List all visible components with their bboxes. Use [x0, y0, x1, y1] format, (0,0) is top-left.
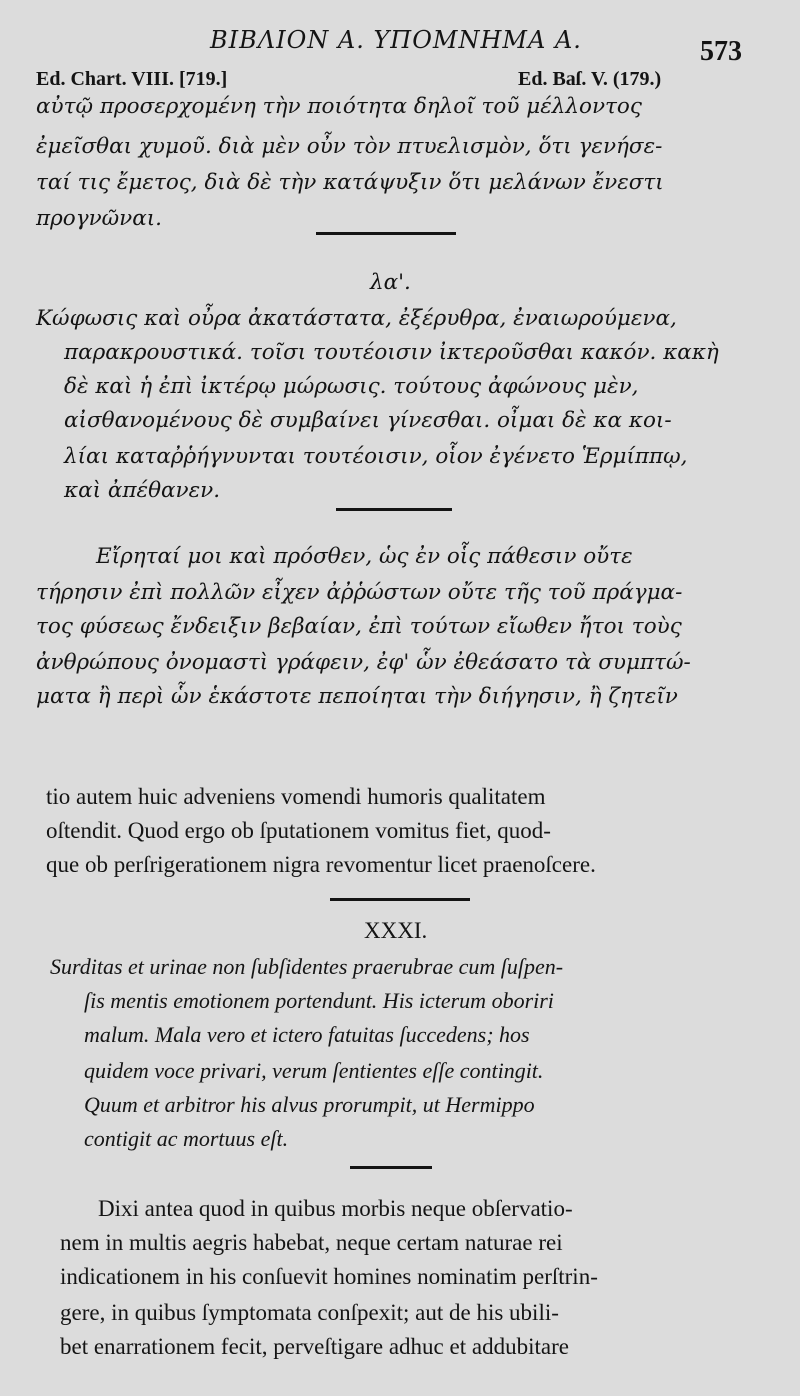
- latin-line: que ob perſrigerationem nigra revomentur licet praenoſcere.: [46, 852, 596, 877]
- greek-commentary-line: τος φύσεως ἔνδειξιν βεβαίαν, ἐπὶ τούτων εἴωθεν ἤτοι τοὺς: [36, 614, 682, 639]
- latin-aphorism-line: malum. Mala vero et ictero fatuitas ſuccedens; hos: [84, 1022, 530, 1047]
- greek-commentary-line: Εἴρηταί μοι καὶ πρόσθεν, ὡς ἐν οἷς πάθεσιν οὔτε: [96, 544, 633, 569]
- latin-aphorism-line: quidem voce privari, verum ſentientes eſſe contingit.: [84, 1058, 544, 1083]
- latin-commentary-line: nem in multis aegris habebat, neque certam naturae rei: [60, 1230, 563, 1255]
- greek-section-number: λα'.: [370, 270, 411, 295]
- section-divider: [350, 1166, 432, 1169]
- greek-commentary-line: τήρησιν ἐπὶ πολλῶν εἶχεν ἀῤῥώστων οὔτε τῆς τοῦ πράγμα-: [36, 580, 683, 605]
- greek-commentary-line: ματα ἢ περὶ ὧν ἑκάστοτε πεποίηται τὴν διήγησιν, ἢ ζητεῖν: [36, 684, 678, 709]
- section-divider: [330, 898, 470, 901]
- latin-commentary-line: bet enarrationem fecit, perveſtigare adhuc et addubitare: [60, 1334, 569, 1359]
- edition-chart-ref: Ed. Chart. VIII. [719.]: [36, 68, 228, 90]
- running-title: ΒΙΒΛΙΟΝ Α. ΥΠΟΜΝΗΜΑ Α.: [210, 26, 582, 54]
- greek-line: αὐτῷ προσερχομένη τὴν ποιότητα δηλοῖ τοῦ μέλλοντος: [36, 94, 642, 119]
- greek-aphorism-line: καὶ ἀπέθανεν.: [64, 478, 221, 503]
- latin-commentary-line: Dixi antea quod in quibus morbis neque obſervatio-: [98, 1196, 573, 1221]
- latin-section-number: XXXI.: [364, 918, 428, 943]
- section-divider: [336, 508, 452, 511]
- latin-commentary-line: indicationem in his conſuevit homines nominatim perſtrin-: [60, 1264, 598, 1289]
- greek-aphorism-line: λίαι καταῤῥήγνυνται τουτέοισιν, οἷον ἐγένετο Ἑρμίππῳ,: [64, 444, 688, 469]
- greek-commentary-line: ἀνθρώπους ὀνομαστὶ γράφειν, ἐφ' ὧν ἐθεάσατο τὰ συμπτώ-: [36, 650, 691, 675]
- latin-aphorism-line: ſis mentis emotionem portendunt. His icterum oboriri: [84, 988, 554, 1013]
- latin-aphorism-line: contigit ac mortuus eſt.: [84, 1126, 289, 1151]
- greek-aphorism-line: δὲ καὶ ἡ ἐπὶ ἰκτέρῳ μώρωσις. τούτους ἀφώνους μὲν,: [64, 374, 639, 399]
- greek-line: ἐμεῖσθαι χυμοῦ. διὰ μὲν οὖν τὸν πτυελισμὸν, ὅτι γενήσε-: [36, 134, 663, 159]
- greek-aphorism-line: Κώφωσις καὶ οὖρα ἀκατάστατα, ἐξέρυθρα, ἐναιωρούμενα,: [36, 306, 677, 331]
- greek-aphorism-line: παρακρουστικά. τοῖσι τουτέοισιν ἰκτεροῦσθαι κακόν. κακὴ: [64, 340, 719, 365]
- latin-line: tio autem huic adveniens vomendi humoris qualitatem: [46, 784, 546, 809]
- section-divider: [316, 232, 456, 235]
- latin-line: oſtendit. Quod ergo ob ſputationem vomitus fiet, quod-: [46, 818, 551, 843]
- greek-aphorism-line: αἰσθανομένους δὲ συμβαίνει γίνεσθαι. οἶμαι δὲ κα κοι-: [64, 408, 672, 433]
- latin-aphorism-line: Quum et arbitror his alvus prorumpit, ut Hermippo: [84, 1092, 535, 1117]
- greek-line: ταί τις ἔμετος, διὰ δὲ τὴν κατάψυξιν ὅτι μελάνων ἔνεστι: [36, 170, 664, 195]
- latin-aphorism-line: Surditas et urinae non ſubſidentes praerubrae cum ſuſpen-: [50, 954, 564, 979]
- page-number: 573: [700, 36, 742, 67]
- edition-basel-ref: Ed. Baſ. V. (179.): [518, 68, 662, 90]
- greek-line: προγνῶναι.: [36, 206, 163, 231]
- latin-commentary-line: gere, in quibus ſymptomata conſpexit; aut de his ubili-: [60, 1300, 559, 1325]
